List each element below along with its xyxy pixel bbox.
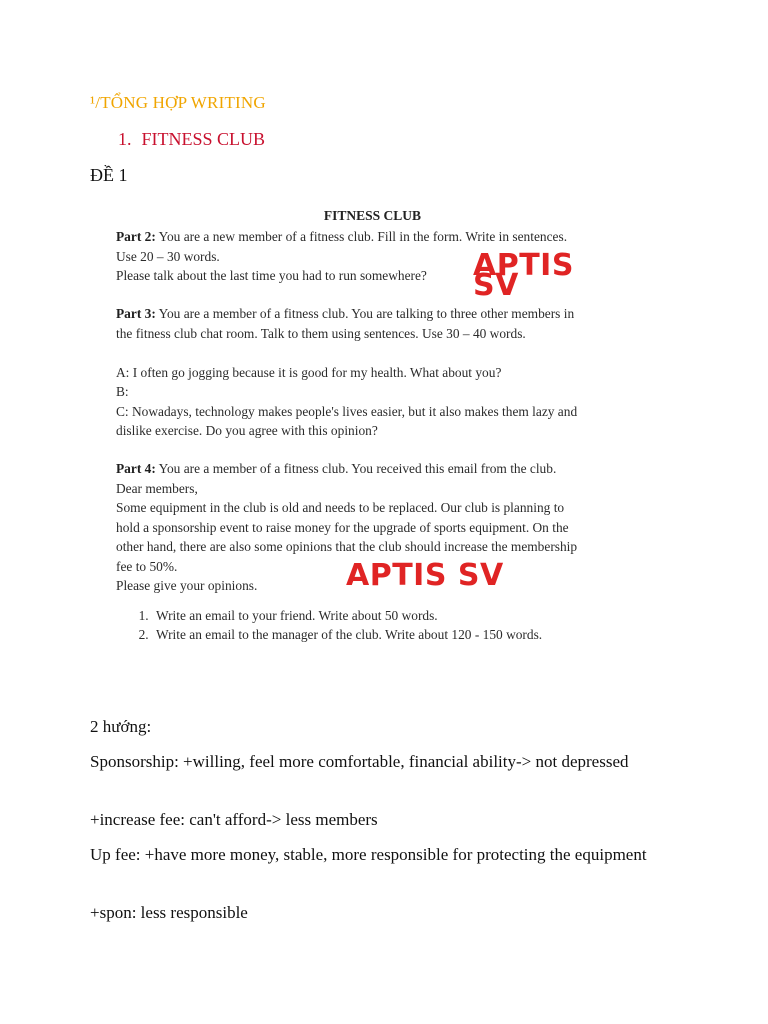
part3-block: [116, 304, 611, 441]
notes-line-4: Up fee: +have more money, stable, more responsible for protecting the equipment: [90, 845, 647, 864]
part4-line6: fee to 50%.: [116, 558, 178, 574]
part3-line-c2: dislike exercise. Do you agree with this opinion?: [116, 423, 378, 438]
part2-line3: Please talk about the last time you had to run somewhere?: [116, 268, 427, 283]
notes-line-2: Sponsorship: +willing, feel more comfortable, financial ability-> not depressed: [90, 752, 629, 771]
task-item: 1. Write an email to your friend. Write about 50 words.: [152, 606, 611, 626]
part3-line-a: A: I often go jogging because it is good for my health. What about you?: [116, 364, 502, 380]
part4-line1: Part 4: You are a member of a fitness club. You received this email from the club.: [116, 461, 557, 476]
part4-line5: other hand, there are also some opinions that the club should increase the membership: [116, 539, 578, 554]
scan-title: FITNESS CLUB: [323, 208, 422, 223]
section-number: 1.: [118, 129, 132, 149]
part3-label: Part 3:: [116, 306, 156, 321]
exam-scan-image: [100, 200, 615, 660]
spacer: [116, 596, 611, 606]
exam-label: ĐỀ 1: [90, 165, 128, 185]
notes-line-1: 2 hướng:: [90, 717, 152, 736]
notes-line-3: +increase fee: can't afford-> less members: [90, 810, 378, 829]
part3-line1: Part 3: You are a member of a fitness club. You are talking to three other members in: [116, 306, 575, 321]
part2-line1: Part 2: You are a new member of a fitness club. Fill in the form. Write in sentences.: [116, 229, 568, 244]
document-heading: ¹/TỔNG HỢP WRITING: [90, 93, 266, 112]
part3-line-c1: C: Nowadays, technology makes people's lives easier, but it also makes them lazy and: [116, 403, 578, 419]
part2-line2: Use 20 – 30 words.: [116, 248, 220, 264]
part4-label: Part 4:: [116, 461, 156, 476]
part3-line2: the fitness club chat room. Talk to them using sentences. Use 30 – 40 words.: [116, 325, 526, 341]
part2-label: Part 2:: [116, 229, 156, 244]
watermark-text-top: APTIS SV: [473, 248, 574, 303]
part4-task-list: [116, 606, 611, 645]
part4-line4: hold a sponsorship event to raise money for the upgrade of sports equipment. On the: [116, 519, 569, 535]
part4-block: [116, 459, 611, 645]
part3-line-b: B:: [116, 384, 129, 399]
section-title: FITNESS CLUB: [141, 129, 266, 149]
notes-line-5: +spon: less responsible: [90, 903, 248, 922]
task-item: 2. Write an email to the manager of the club. Write about 120 - 150 words.: [152, 625, 611, 645]
watermark-text-bottom: APTIS SV: [346, 558, 504, 593]
spacer: [116, 343, 611, 363]
section-heading: [118, 129, 265, 150]
part4-line7: Please give your opinions.: [116, 578, 258, 593]
part4-line3: Some equipment in the club is old and needs to be replaced. Our club is planning to: [116, 500, 565, 515]
part4-line2: Dear members,: [116, 480, 198, 496]
